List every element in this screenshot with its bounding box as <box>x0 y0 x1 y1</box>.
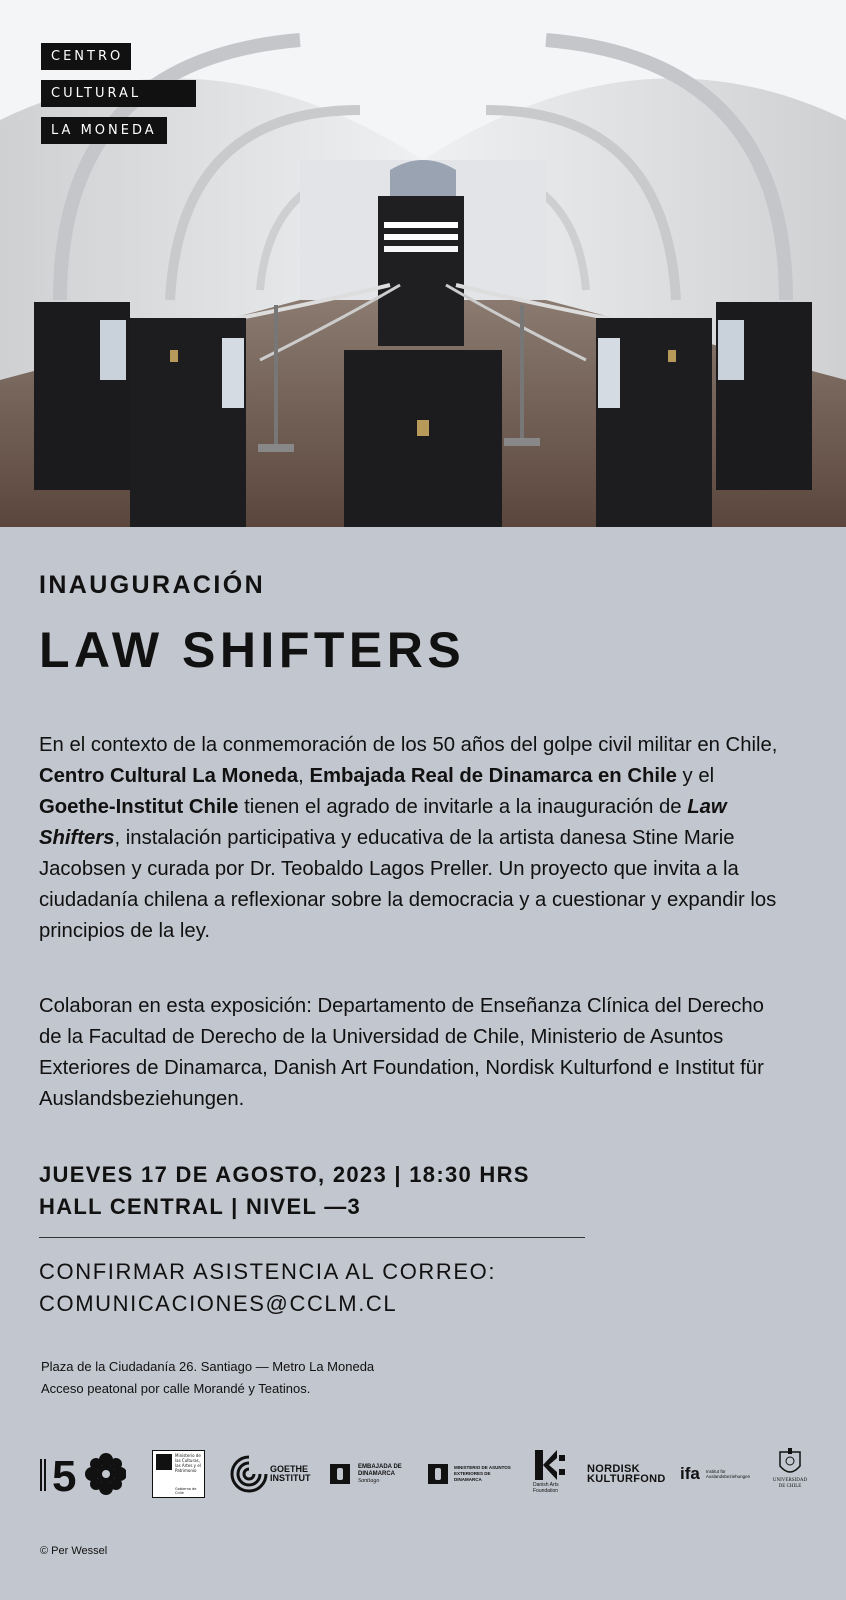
collaborators-paragraph: Colaboran en esta exposición: Departamento de Enseñanza Clínica del Derecho de la Facultad de Derecho de la Universidad de Chile, Ministerio de Asuntos Exteriores de Dinamarca, Danish Art Foundation, Nordisk Kulturfond e Institut für Auslandsbeziehungen. <box>39 995 764 1110</box>
intro-text-3: y el <box>676 765 715 787</box>
danish-arts-text: Danish Arts Foundation <box>533 1482 559 1494</box>
chile-shield-icon <box>156 1454 172 1470</box>
intro-bold-embajada: Embajada Real de Dinamarca en Chile <box>309 765 677 787</box>
logo-50-anos <box>40 1448 126 1500</box>
logo-nordisk <box>587 1448 667 1500</box>
intro-text-4: tienen el agrado de invitarle a la inauguración de <box>238 796 688 818</box>
goethe-text: GOETHE INSTITUT <box>270 1464 311 1483</box>
rsvp-label: CONFIRMAR ASISTENCIA AL CORREO: <box>39 1259 497 1284</box>
logo-embajada <box>330 1448 414 1500</box>
intro-text-2: , <box>298 765 310 787</box>
embajada-text: EMBAJADA DE DINAMARCA <box>358 1464 402 1477</box>
gobierno-text: Gobierno de Chile <box>175 1487 197 1495</box>
ifa-text: ifa <box>680 1464 700 1483</box>
logo-goethe <box>230 1448 312 1500</box>
place-line: HALL CENTRAL | NIVEL —3 <box>39 1194 362 1219</box>
logo-danish-arts <box>533 1448 573 1500</box>
event-datetime <box>39 1159 530 1223</box>
intro-text-1: En el contexto de la conmemoración de los 50 años del golpe civil militar en Chile, <box>39 734 778 756</box>
uchile-text: UNIVERSIDAD DE CHILE <box>772 1478 808 1489</box>
logo-line-1: CENTRO <box>41 43 131 70</box>
logo-line-2: CULTURAL <box>41 80 196 107</box>
danish-arts-k-icon <box>533 1448 569 1482</box>
logo-line-3: LA MONEDA <box>41 117 167 144</box>
fifty-years-icon <box>40 1451 126 1497</box>
logo-ministerio-dk <box>428 1448 516 1500</box>
logo-uchile <box>772 1448 808 1500</box>
ministerio-box <box>152 1450 205 1498</box>
uchile-crest-icon <box>778 1448 802 1478</box>
divider <box>39 1237 585 1238</box>
ifa-sub-text: Institut für Auslandsbeziehungen <box>705 1468 751 1479</box>
intro-bold-goethe: Goethe-Institut Chile <box>39 796 239 818</box>
rsvp-email-link[interactable]: COMUNICACIONES@CCLM.CL <box>39 1291 398 1316</box>
embajada-sub-text: Santiago <box>358 1478 380 1484</box>
intro-bold-cclm: Centro Cultural La Moneda <box>39 765 299 787</box>
nordisk-text: NORDISK KULTURFOND <box>587 1463 666 1485</box>
intro-bold-title: Law Shifters <box>39 796 727 849</box>
hero-photo <box>0 0 846 527</box>
sponsor-logos <box>0 1448 846 1504</box>
intro-text-5: , instalación participativa y educativa de la artista danesa Stine Marie Jacobsen y curada por Dr. Teobaldo Lagos Preller. Un proyecto que invita a la ciudadanía chilena a reflexionar sobre la democracia y a cuestionar y expandir los principios de la ley. <box>39 827 777 942</box>
rsvp-block <box>39 1256 496 1320</box>
centro-cultural-logo[interactable] <box>41 43 196 154</box>
intro-paragraph <box>39 730 789 947</box>
event-kicker: INAUGURACIÓN <box>39 571 266 599</box>
goethe-icon <box>230 1455 268 1493</box>
address-line-1: Plaza de la Ciudadanía 26. Santiago — Metro La Moneda <box>41 1359 375 1374</box>
ministerio-text: Ministerio de las Culturas, las Artes y el Patrimonio <box>175 1453 201 1473</box>
ministerio-dk-text: MINISTERIO DE ASUNTOS EXTERIORES DE DINAMARCA <box>454 1465 511 1482</box>
logo-ifa <box>680 1448 758 1500</box>
dk-crown-icon <box>428 1464 448 1484</box>
event-title: LAW SHIFTERS <box>39 622 466 678</box>
date-line: JUEVES 17 DE AGOSTO, 2023 | 18:30 HRS <box>39 1162 530 1187</box>
address-line-2: Acceso peatonal por calle Morandé y Teatinos. <box>41 1381 311 1396</box>
photo-credit: © Per Wessel <box>40 1545 108 1557</box>
danish-crown-icon <box>330 1464 350 1484</box>
address-block <box>41 1356 374 1400</box>
logo-ministerio-culturas <box>152 1448 205 1500</box>
fifty-digit: 5 <box>52 1452 77 1497</box>
